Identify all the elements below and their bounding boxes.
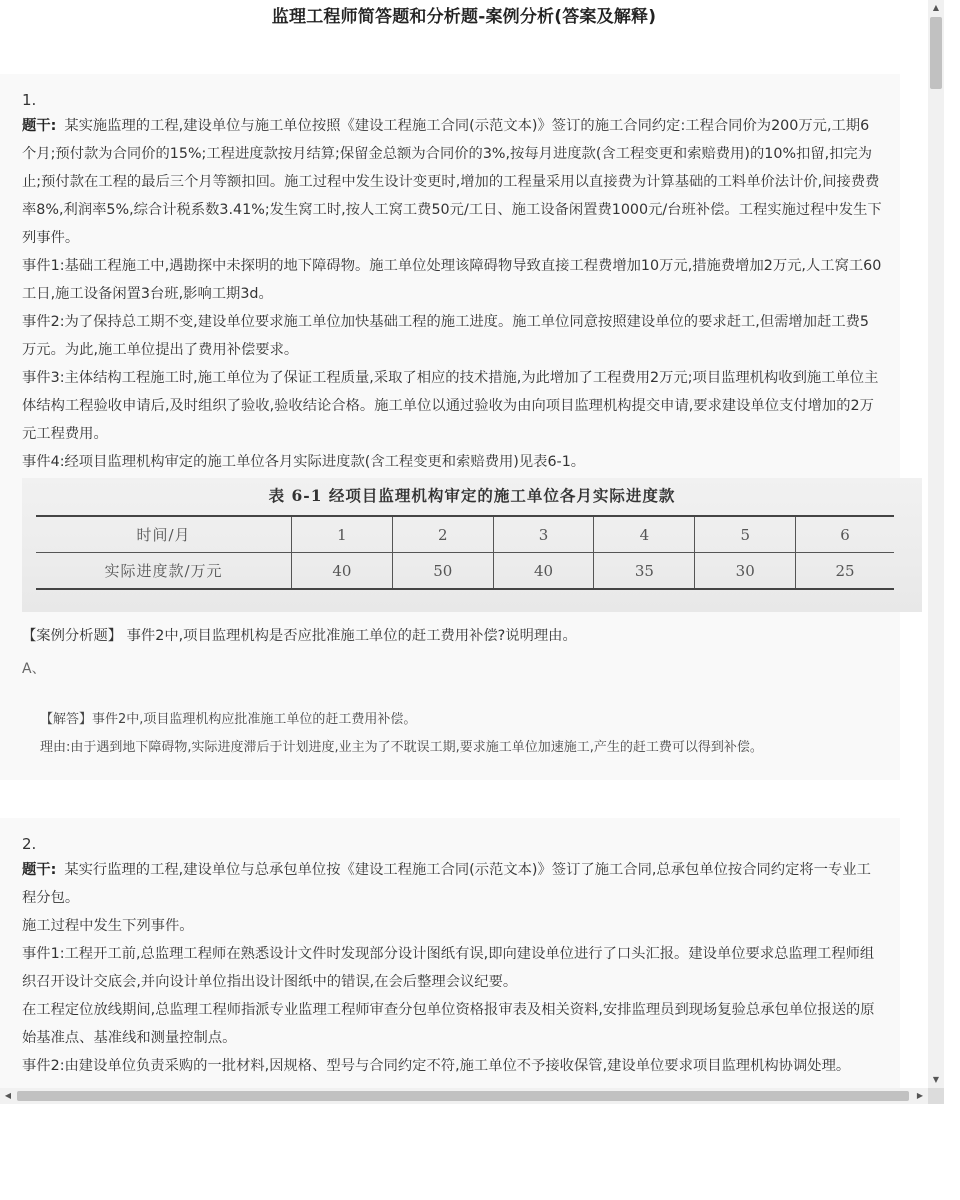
event-paragraph: 事件4:经项目监理机构审定的施工单位各月实际进度款(含工程变更和索赔费用)见表6-1。 [22, 454, 586, 470]
scroll-up-arrow-icon[interactable]: ▲ [932, 3, 940, 12]
scrollbar-corner [928, 1088, 944, 1104]
table-cell-payment: 50 [392, 553, 493, 590]
event-paragraph: 事件1:基础工程施工中,遇勘探中未探明的地下障碍物。施工单位处理该障碍物导致直接工程费增加10万元,措施费增加2万元,人工窝工60工日,施工设备闲置3台班,影响工期3d。 [22, 258, 882, 302]
page-title: 监理工程师简答题和分析题-案例分析(答案及解释) [271, 7, 657, 27]
answer-line: 【解答】事件2中,项目监理机构应批准施工单位的赶工费用补偿。 [40, 712, 417, 727]
analysis-question-text: 事件2中,项目监理机构是否应批准施工单位的赶工费用补偿?说明理由。 [126, 628, 577, 644]
question-number: 2. [22, 835, 37, 853]
vertical-scrollbar[interactable] [928, 0, 944, 1088]
event-paragraph: 事件1:工程开工前,总监理工程师在熟悉设计文件时发现部分设计图纸有误,即向建设单位进行了口头汇报。建设单位要求总监理工程师组织召开设计交底会,并向设计单位指出设计图纸中的错误,在会后整理会议纪要。 [22, 946, 875, 990]
stem-label: 题干: [22, 862, 57, 878]
answer-option[interactable]: A、 [22, 661, 46, 677]
table-row-label: 时间/月 [36, 516, 292, 553]
question-stem [22, 112, 882, 252]
table-cell-month: 1 [292, 516, 393, 553]
question-stem [22, 856, 882, 912]
question-number: 1. [22, 91, 37, 109]
question-card-1 [0, 74, 900, 780]
table-cell-month: 4 [594, 516, 695, 553]
table-cell-payment: 30 [695, 553, 796, 590]
event-paragraph: 施工过程中发生下列事件。 [22, 918, 194, 934]
stem-label: 题干: [22, 118, 57, 134]
table-cell-payment: 40 [292, 553, 393, 590]
event-paragraph: 事件2:由建设单位负责采购的一批材料,因规格、型号与合同约定不符,施工单位不予接收保管,建设单位要求项目监理机构协调处理。 [22, 1058, 851, 1074]
table-cell-payment: 25 [796, 553, 894, 590]
payment-table [36, 515, 894, 590]
answer-line: 理由:由于遇到地下障碍物,实际进度滞后于计划进度,业主为了不耽误工期,要求施工单位加速施工,产生的赶工费可以得到补偿。 [40, 740, 763, 755]
analysis-label: 【案例分析题】 [22, 628, 123, 644]
payment-table-image [22, 478, 922, 612]
table-cell-month: 3 [493, 516, 594, 553]
question-card-2 [0, 818, 900, 1088]
table-cell-month: 5 [695, 516, 796, 553]
event-paragraph: 事件3:主体结构工程施工时,施工单位为了保证工程质量,采取了相应的技术措施,为此增加了工程费用2万元;项目监理机构收到施工单位主体结构工程验收申请后,及时组织了验收,验收结论合格。施工单位以通过验收为由向项目监理机构提交申请,要求建设单位支付增加的2万元工程费用。 [22, 370, 879, 442]
stem-text: 某实行监理的工程,建设单位与总承包单位按《建设工程施工合同(示范文本)》签订了施工合同,总承包单位按合同约定将一专业工程分包。 [22, 862, 871, 906]
table-cell-month: 2 [392, 516, 493, 553]
scroll-left-arrow-icon[interactable]: ◀ [4, 1091, 12, 1100]
scroll-right-arrow-icon[interactable]: ▶ [916, 1091, 924, 1100]
stem-text: 某实施监理的工程,建设单位与施工单位按照《建设工程施工合同(示范文本)》签订的施工合同约定:工程合同价为200万元,工期6个月;预付款为合同价的15%;工程进度款按月结算;保留金总额为合同价的3%,按每月进度款(含工程变更和索赔费用)的10%扣留,扣完为止;预付款在工程的最后三个月等额扣回。施工过程中发生设计变更时,增加的工程量采用以直接费为计算基础的工料单价法计价,间接费费率8%,利润率5%,综合计税系数3.41%;发生窝工时,按人工窝工费50元/工日、施工设备闲置费1000元/台班补偿。工程实施过程中发生下列事件。 [22, 118, 882, 246]
table-row [36, 553, 894, 590]
horizontal-scroll-thumb[interactable] [17, 1091, 909, 1101]
horizontal-scrollbar[interactable] [0, 1088, 928, 1104]
event-paragraph: 事件2:为了保持总工期不变,建设单位要求施工单位加快基础工程的施工进度。施工单位同意按照建设单位的要求赶工,但需增加赶工费5万元。为此,施工单位提出了费用补偿要求。 [22, 314, 870, 358]
answer-explanation [22, 680, 882, 780]
table-row-label: 实际进度款/万元 [36, 553, 292, 590]
table-row [36, 516, 894, 553]
vertical-scroll-thumb[interactable] [930, 17, 942, 89]
table-cell-payment: 35 [594, 553, 695, 590]
event-paragraph: 在工程定位放线期间,总监理工程师指派专业监理工程师审查分包单位资格报审表及相关资料,安排监理员到现场复验总承包单位报送的原始基准点、基准线和测量控制点。 [22, 1002, 875, 1046]
table-caption: 表 6-1 经项目监理机构审定的施工单位各月实际进度款 [268, 486, 676, 505]
table-cell-payment: 40 [493, 553, 594, 590]
scroll-down-arrow-icon[interactable]: ▼ [932, 1075, 940, 1084]
table-cell-month: 6 [796, 516, 894, 553]
analysis-question [22, 622, 882, 650]
